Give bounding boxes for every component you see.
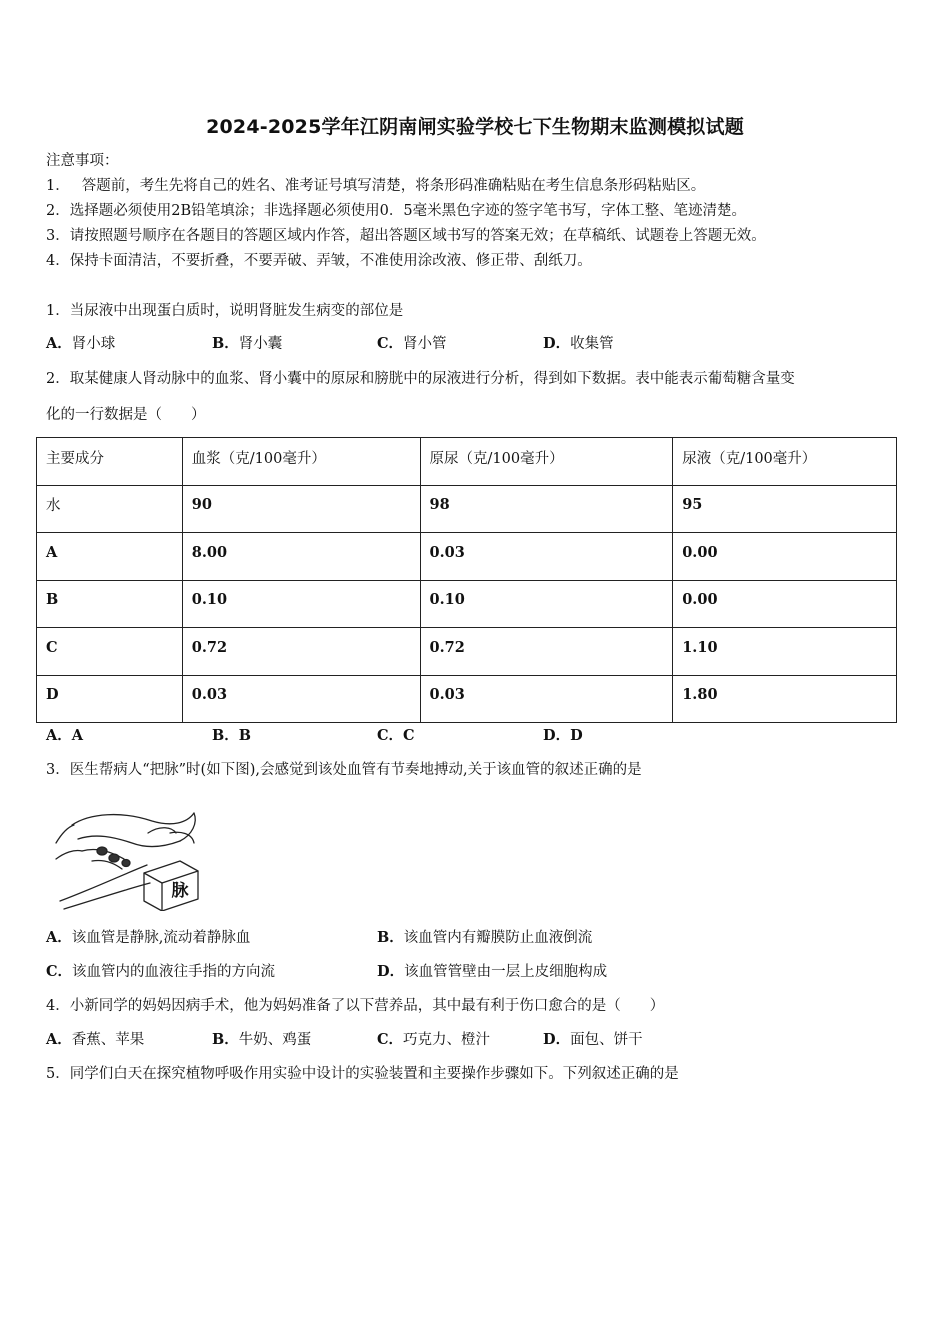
question-4-stem: 4．小新同学的妈妈因病手术，他为妈妈准备了以下营养品，其中最有利于伤口愈合的是（ ）: [46, 998, 665, 1014]
option-text: 牛奶、鸡蛋: [238, 1032, 312, 1048]
notice-text: 保持卡面清洁，不要折叠，不要弄破、弄皱，不准使用涂改液、修正带、刮纸刀。: [69, 253, 592, 269]
option-label: D．: [543, 727, 571, 744]
table-cell: 0.03: [420, 675, 673, 723]
table-cell: 水: [37, 485, 183, 533]
option-text: A: [71, 727, 84, 744]
option-label: D．: [543, 335, 571, 352]
table-cell: 0.00: [673, 533, 897, 581]
option-text: 肾小球: [71, 336, 116, 352]
option-text: 该血管内的血液往手指的方向流: [72, 964, 276, 980]
table-header-cell: 原尿（克/100毫升）: [420, 438, 673, 486]
notice-text: 选择题必须使用2B铅笔填涂；非选择题必须使用0．5毫米黑色字迹的签字笔书写，字体工整、笔迹清楚。: [69, 203, 747, 219]
table-cell: 95: [673, 485, 897, 533]
option-text: 肾小管: [403, 336, 447, 352]
notice-item: [46, 201, 746, 221]
option-label: B．: [212, 335, 239, 352]
question-2-stem-line2: 化的一行数据是（ ）: [46, 407, 206, 423]
question-5-stem: 5．同学们白天在探究植物呼吸作用实验中设计的实验装置和主要操作步骤如下。下列叙述正确的是: [46, 1066, 679, 1082]
option-text: 面包、饼干: [570, 1032, 643, 1048]
table-cell: 1.80: [673, 675, 897, 723]
q3-option-c[interactable]: [46, 962, 275, 982]
table-cell: C: [37, 628, 183, 676]
table-cell: 0.03: [182, 675, 420, 723]
notice-heading: 注意事项：: [46, 153, 119, 169]
option-text: D: [570, 727, 583, 744]
notice-number: 2．: [46, 203, 70, 219]
option-text: 巧克力、橙汁: [403, 1032, 491, 1048]
table-row: [37, 628, 897, 676]
option-label: D．: [377, 963, 405, 980]
question-1-stem: 1．当尿液中出现蛋白质时，说明肾脏发生病变的部位是: [46, 303, 404, 319]
notice-number: 4．: [46, 253, 70, 269]
table-cell: D: [37, 675, 183, 723]
option-text: B: [238, 727, 252, 744]
option-label: C．: [377, 335, 404, 352]
q3-option-a[interactable]: [46, 928, 250, 948]
option-label: A．: [46, 1031, 72, 1048]
option-text: 肾小囊: [238, 336, 283, 352]
q2-option-b[interactable]: [212, 726, 251, 746]
option-label: A．: [46, 335, 72, 352]
table-cell: 0.03: [420, 533, 673, 581]
option-label: B．: [212, 727, 239, 744]
option-label: D．: [543, 1031, 571, 1048]
q1-option-b[interactable]: [212, 334, 282, 354]
option-label: B．: [377, 929, 404, 946]
q1-option-d[interactable]: [543, 334, 614, 354]
table-cell: A: [37, 533, 183, 581]
option-label: C．: [46, 963, 73, 980]
notice-text: 答题前，考生先将自己的姓名、准考证号填写清楚，将条形码准确粘贴在考生信息条形码粘贴区。: [81, 178, 706, 194]
option-label: A．: [46, 929, 72, 946]
table-cell: 98: [420, 485, 673, 533]
table-header-row: [37, 438, 897, 486]
pulse-taking-illustration: [52, 803, 202, 911]
option-text: 香蕉、苹果: [71, 1032, 145, 1048]
table-header-cell: 尿液（克/100毫升）: [673, 438, 897, 486]
table-cell: 1.10: [673, 628, 897, 676]
table-header-cell: 血浆（克/100毫升）: [182, 438, 420, 486]
table-row: [37, 485, 897, 533]
option-text: 收集管: [570, 336, 614, 352]
figure-label: 脉: [171, 881, 189, 901]
q2-option-c[interactable]: [377, 726, 415, 746]
option-label: A．: [46, 727, 72, 744]
q4-option-c[interactable]: [377, 1030, 490, 1050]
q4-option-b[interactable]: [212, 1030, 311, 1050]
table-row: [37, 675, 897, 723]
q1-option-c[interactable]: [377, 334, 447, 354]
q1-option-a[interactable]: [46, 334, 115, 354]
table-header-cell: 主要成分: [37, 438, 183, 486]
notice-item: [46, 251, 592, 271]
option-label: C．: [377, 1031, 404, 1048]
q4-option-a[interactable]: [46, 1030, 144, 1050]
table-cell: 0.72: [420, 628, 673, 676]
option-text: 该血管管壁由一层上皮细胞构成: [404, 964, 608, 980]
option-label: C．: [377, 727, 404, 744]
notice-text: 请按照题号顺序在各题目的答题区域内作答，超出答题区域书写的答案无效；在草稿纸、试题卷上答题无效。: [69, 228, 766, 244]
q3-option-d[interactable]: [377, 962, 607, 982]
table-cell: 0.10: [182, 580, 420, 628]
option-text: 该血管内有瓣膜防止血液倒流: [403, 930, 593, 946]
option-label: B．: [212, 1031, 239, 1048]
table-cell: 0.72: [182, 628, 420, 676]
q2-option-d[interactable]: [543, 726, 583, 746]
composition-table: [36, 437, 897, 723]
notice-number: 3．: [46, 228, 70, 244]
table-cell: B: [37, 580, 183, 628]
table-row: [37, 533, 897, 581]
q4-option-d[interactable]: [543, 1030, 643, 1050]
table-cell: 0.00: [673, 580, 897, 628]
page-title: 2024-2025学年江阴南闸实验学校七下生物期末监测模拟试题: [206, 116, 744, 138]
table-cell: 8.00: [182, 533, 420, 581]
q3-option-b[interactable]: [377, 928, 592, 948]
question-2-stem-line1: 2．取某健康人肾动脉中的血浆、肾小囊中的原尿和膀胱中的尿液进行分析，得到如下数据。表中能表示葡萄糖含量变: [46, 371, 795, 387]
notice-item: [46, 176, 705, 196]
table-cell: 0.10: [420, 580, 673, 628]
option-text: 该血管是静脉,流动着静脉血: [71, 930, 251, 946]
question-3-stem: 3．医生帮病人“把脉”时(如下图),会感觉到该处血管有节奏地搏动,关于该血管的叙述正确的是: [46, 762, 642, 778]
q2-option-a[interactable]: [46, 726, 83, 746]
option-text: C: [403, 727, 415, 744]
notice-item: [46, 226, 766, 246]
notice-number: 1．: [46, 178, 70, 194]
table-cell: 90: [182, 485, 420, 533]
table-row: [37, 580, 897, 628]
